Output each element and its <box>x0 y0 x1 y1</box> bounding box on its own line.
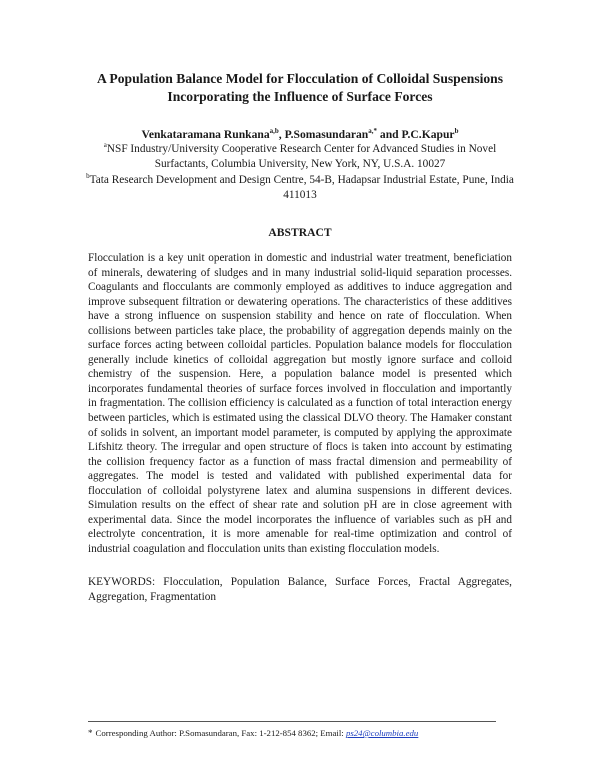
title-line-2: Incorporating the Influence of Surface Forces <box>167 89 433 104</box>
affiliation-text: Tata Research Development and Design Centre, 54-B, Hadapsar Industrial Estate, Pune, India 411013 <box>89 174 514 201</box>
footnote-text: Corresponding Author: P.Somasundaran, Fax: 1-212-854 8362; Email: <box>95 728 346 738</box>
footnote <box>88 727 528 739</box>
author-name: P.C.Kapur <box>401 128 455 141</box>
affiliation-mark: b <box>86 172 90 180</box>
footnote-mark: * <box>88 728 93 738</box>
footnote-divider <box>88 721 496 722</box>
email-link[interactable]: ps24@columbia.edu <box>345 728 419 738</box>
abstract-heading: ABSTRACT <box>268 226 332 239</box>
keywords: KEYWORDS: Flocculation, Population Balance, Surface Forces, Fractal Aggregates, Aggregation, Fragmentation <box>88 576 512 603</box>
abstract-body: Flocculation is a key unit operation in domestic and industrial water treatment, beneficiation of minerals, dewatering of sludges and in many industrial solid-liquid separation processes. Coagulants and flocculants are commonly employed as additives to induce aggregation and improve subsequent filtration or dewatering operations. The characteristics of these additives have a strong influence on suspension stability and hence on rate of flocculation. When collisions between particles take place, the probability of aggregation depends mainly on the surface forces acting between colloidal particles. Population balance models for flocculation generally include kinetics of colloidal aggregation but mostly ignore surface and colloid chemistry of the suspension. Here, a population balance model is presented which incorporates fundamental theories of surface forces involved in flocculation and importantly in fragmentation. The collision efficiency is calculated as a function of total interaction energy between particles, which is estimated using the classical DLVO theory. The Hamaker constant of solids in solvent, an important model parameter, is computed by applying the approximate Lifshitz theory. The irregular and open structure of flocs is taken into account by estimating the collision frequency factor as a function of mass fractal dimension and permeability of aggregates. The model is tested and validated with published experimental data for flocculation of colloidal polystyrene latex and alumina suspensions in different devices. Simulation results on the effect of shear rate and solution pH are in close agreement with experimental data. Since the model incorporates the influence of variables such as pH and electrolyte concentration, it is more amenable for real-time optimization and control of industrial coagulation and flocculation units than existing flocculation models. <box>88 252 512 555</box>
title-line-1: A Population Balance Model for Flocculation of Colloidal Suspensions <box>96 71 504 86</box>
author-affiliation-mark: a,* <box>368 127 378 135</box>
author-separator: , <box>278 128 285 141</box>
author-affiliation-mark: a,b <box>269 127 279 135</box>
author-list <box>60 127 540 142</box>
affiliation-mark: a <box>103 141 107 149</box>
author-name: P.Somasundaran <box>284 128 369 141</box>
author-separator: and <box>377 128 402 141</box>
author-affiliation-mark: b <box>454 127 459 135</box>
author-name: Venkataramana Runkana <box>141 128 270 141</box>
affiliation-text: NSF Industry/University Cooperative Research Center for Advanced Studies in Novel Surfactants, Columbia University, New York, NY, U.S.A. 10027 <box>106 143 497 170</box>
affiliation-a <box>85 142 515 172</box>
paper-title <box>60 70 540 106</box>
affiliation-b <box>85 173 515 203</box>
